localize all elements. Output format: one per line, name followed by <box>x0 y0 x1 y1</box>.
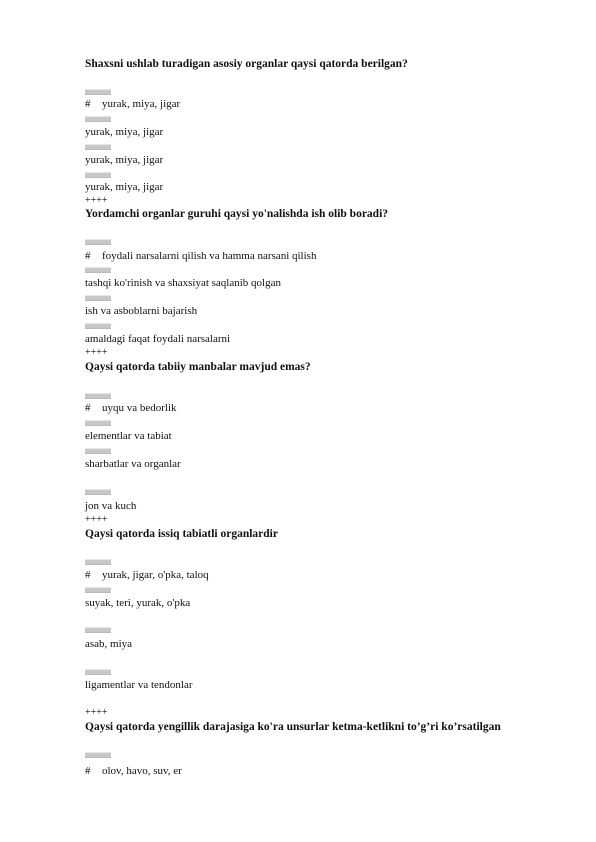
correct-answer-marker: # <box>85 402 91 414</box>
answer-separator-bar <box>85 448 111 454</box>
answer-separator-bar <box>85 172 111 178</box>
answer-separator-bar <box>85 627 111 633</box>
question-1-answer-4: yurak, miya, jigar <box>85 181 164 193</box>
answer-separator-bar <box>85 144 111 150</box>
question-4-answer-1: # yurak, jigar, o'pka, taloq <box>85 569 209 581</box>
question-2-text: Yordamchi organlar guruhi qaysi yo'nalishda ish olib boradi? <box>85 208 389 220</box>
question-2-answer-4: amaldagi faqat foydali narsalarni <box>85 333 231 345</box>
question-1-answer-2: yurak, miya, jigar <box>85 126 164 138</box>
question-2-answer-3: ish va asboblarni bajarish <box>85 305 198 317</box>
answer-separator-bar <box>85 489 111 495</box>
question-5-answer-1: # olov, havo, suv, er <box>85 765 182 777</box>
question-separator: ++++ <box>85 195 108 206</box>
question-4-answer-2: suyak, teri, yurak, o'pka <box>85 597 191 609</box>
question-1-answer-1: # yurak, miya, jigar <box>85 98 181 110</box>
question-4-text: Qaysi qatorda issiq tabiatli organlardir <box>85 528 278 540</box>
answer-separator-bar <box>85 559 111 565</box>
question-separator: ++++ <box>85 347 108 358</box>
correct-answer-marker: # <box>85 569 91 581</box>
answer-separator-bar <box>85 267 111 273</box>
question-2-answer-2: tashqi ko'rinish va shaxsiyat saqlanib qolgan <box>85 277 281 289</box>
question-1-answer-3: yurak, miya, jigar <box>85 154 164 166</box>
answer-separator-bar <box>85 587 111 593</box>
question-4-answer-4: ligamentlar va tendonlar <box>85 679 193 691</box>
correct-answer-marker: # <box>85 765 91 777</box>
answer-separator-bar <box>85 669 111 675</box>
answer-separator-bar <box>85 239 111 245</box>
question-separator: ++++ <box>85 514 108 525</box>
question-separator: ++++ <box>85 707 108 718</box>
correct-answer-marker: # <box>85 250 91 262</box>
question-4-answer-3: asab, miya <box>85 638 133 650</box>
correct-answer-marker: # <box>85 98 91 110</box>
answer-separator-bar <box>85 295 111 301</box>
question-1-text: Shaxsni ushlab turadigan asosiy organlar qaysi qatorda berilgan? <box>85 58 408 70</box>
question-3-text: Qaysi qatorda tabiiy manbalar mavjud emas? <box>85 361 311 373</box>
answer-separator-bar <box>85 420 111 426</box>
answer-separator-bar <box>85 116 111 122</box>
answer-separator-bar <box>85 393 111 399</box>
answer-separator-bar <box>85 89 111 95</box>
question-2-answer-1: # foydali narsalarni qilish va hamma narsani qilish <box>85 250 317 262</box>
question-3-answer-4: jon va kuch <box>85 500 137 512</box>
question-3-answer-3: sharbatlar va organlar <box>85 458 181 470</box>
question-3-answer-1: # uyqu va bedorlik <box>85 402 177 414</box>
question-3-answer-2: elementlar va tabiat <box>85 430 172 442</box>
answer-separator-bar <box>85 752 111 758</box>
answer-separator-bar <box>85 323 111 329</box>
question-5-text: Qaysi qatorda yengillik darajasiga ko'ra unsurlar ketma-ketlikni to’g’ri ko’rsatilgan <box>85 721 501 733</box>
